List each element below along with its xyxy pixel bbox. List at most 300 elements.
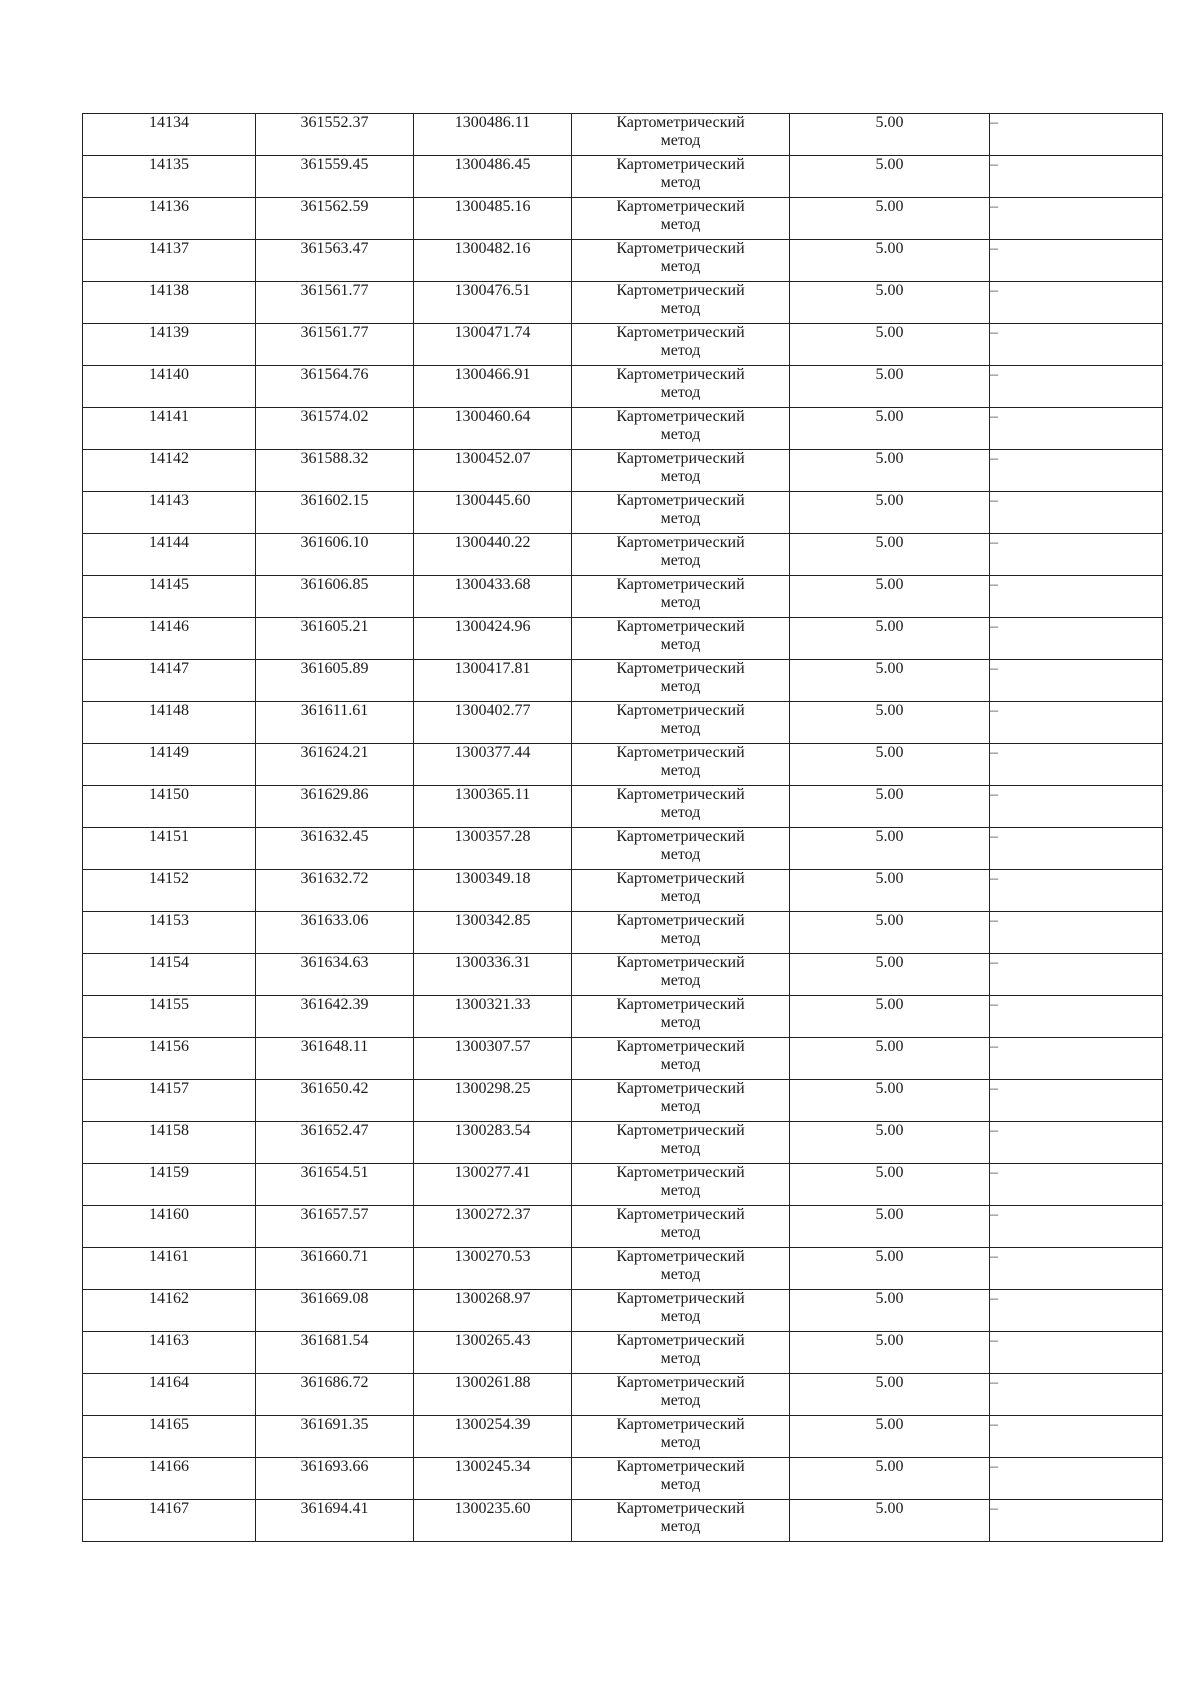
method-line-2: метод: [660, 1350, 701, 1367]
x-coordinate-cell: 361605.21: [256, 618, 414, 660]
method-cell: [572, 114, 790, 156]
point-number-cell: 14153: [83, 912, 256, 954]
table-row: [83, 156, 1163, 198]
method-cell: [572, 618, 790, 660]
x-coordinate-cell: 361561.77: [256, 324, 414, 366]
x-coordinate-cell: 361605.89: [256, 660, 414, 702]
method-line-2: метод: [660, 1392, 701, 1409]
method-line-1: Картометрический: [616, 114, 745, 131]
point-number-cell: 14140: [83, 366, 256, 408]
method-cell: [572, 408, 790, 450]
method-line-1: Картометрический: [616, 786, 745, 803]
table-row: [83, 324, 1163, 366]
y-coordinate-cell: 1300365.11: [414, 786, 572, 828]
accuracy-cell: 5.00: [790, 1374, 990, 1416]
method-line-1: Картометрический: [616, 954, 745, 971]
accuracy-cell: 5.00: [790, 156, 990, 198]
accuracy-cell: 5.00: [790, 324, 990, 366]
table-row: [83, 1080, 1163, 1122]
method-cell: [572, 240, 790, 282]
note-cell: –: [990, 324, 1163, 366]
method-cell: [572, 828, 790, 870]
point-number-cell: 14165: [83, 1416, 256, 1458]
method-cell: [572, 660, 790, 702]
method-line-1: Картометрический: [616, 1122, 745, 1139]
table-row: [83, 366, 1163, 408]
method-cell: [572, 1038, 790, 1080]
method-line-2: метод: [660, 1476, 701, 1493]
method-line-2: метод: [660, 468, 701, 485]
accuracy-cell: 5.00: [790, 618, 990, 660]
accuracy-cell: 5.00: [790, 1290, 990, 1332]
method-cell: [572, 492, 790, 534]
accuracy-cell: 5.00: [790, 282, 990, 324]
note-cell: –: [990, 450, 1163, 492]
method-cell: [572, 534, 790, 576]
method-cell: [572, 1458, 790, 1500]
y-coordinate-cell: 1300342.85: [414, 912, 572, 954]
method-line-1: Картометрический: [616, 1038, 745, 1055]
point-number-cell: 14162: [83, 1290, 256, 1332]
point-number-cell: 14138: [83, 282, 256, 324]
x-coordinate-cell: 361629.86: [256, 786, 414, 828]
table-row: [83, 1458, 1163, 1500]
method-cell: [572, 954, 790, 996]
x-coordinate-cell: 361642.39: [256, 996, 414, 1038]
x-coordinate-cell: 361562.59: [256, 198, 414, 240]
note-cell: –: [990, 198, 1163, 240]
note-cell: –: [990, 828, 1163, 870]
accuracy-cell: 5.00: [790, 870, 990, 912]
x-coordinate-cell: 361624.21: [256, 744, 414, 786]
note-cell: –: [990, 996, 1163, 1038]
x-coordinate-cell: 361602.15: [256, 492, 414, 534]
note-cell: –: [990, 576, 1163, 618]
y-coordinate-cell: 1300377.44: [414, 744, 572, 786]
method-cell: [572, 1164, 790, 1206]
method-line-2: метод: [660, 132, 701, 149]
note-cell: –: [990, 1458, 1163, 1500]
y-coordinate-cell: 1300452.07: [414, 450, 572, 492]
note-cell: –: [990, 1248, 1163, 1290]
y-coordinate-cell: 1300349.18: [414, 870, 572, 912]
note-cell: –: [990, 156, 1163, 198]
method-line-1: Картометрический: [616, 1290, 745, 1307]
table-row: [83, 618, 1163, 660]
method-line-2: метод: [660, 762, 701, 779]
x-coordinate-cell: 361564.76: [256, 366, 414, 408]
note-cell: –: [990, 1080, 1163, 1122]
table-row: [83, 534, 1163, 576]
y-coordinate-cell: 1300277.41: [414, 1164, 572, 1206]
accuracy-cell: 5.00: [790, 828, 990, 870]
accuracy-cell: 5.00: [790, 744, 990, 786]
method-line-1: Картометрический: [616, 366, 745, 383]
method-cell: [572, 1080, 790, 1122]
table-row: [83, 828, 1163, 870]
x-coordinate-cell: 361652.47: [256, 1122, 414, 1164]
point-number-cell: 14160: [83, 1206, 256, 1248]
note-cell: –: [990, 240, 1163, 282]
method-line-2: метод: [660, 1014, 701, 1031]
y-coordinate-cell: 1300460.64: [414, 408, 572, 450]
note-cell: –: [990, 366, 1163, 408]
note-cell: –: [990, 702, 1163, 744]
table-row: [83, 1416, 1163, 1458]
method-line-1: Картометрический: [616, 408, 745, 425]
method-cell: [572, 912, 790, 954]
method-line-2: метод: [660, 216, 701, 233]
x-coordinate-cell: 361691.35: [256, 1416, 414, 1458]
accuracy-cell: 5.00: [790, 1122, 990, 1164]
point-number-cell: 14154: [83, 954, 256, 996]
y-coordinate-cell: 1300485.16: [414, 198, 572, 240]
y-coordinate-cell: 1300270.53: [414, 1248, 572, 1290]
y-coordinate-cell: 1300321.33: [414, 996, 572, 1038]
method-line-2: метод: [660, 1266, 701, 1283]
table-row: [83, 114, 1163, 156]
table-row: [83, 1500, 1163, 1542]
method-line-1: Картометрический: [616, 1500, 745, 1517]
table-row: [83, 870, 1163, 912]
method-line-2: метод: [660, 342, 701, 359]
point-number-cell: 14150: [83, 786, 256, 828]
method-line-1: Картометрический: [616, 870, 745, 887]
x-coordinate-cell: 361693.66: [256, 1458, 414, 1500]
x-coordinate-cell: 361563.47: [256, 240, 414, 282]
note-cell: –: [990, 870, 1163, 912]
accuracy-cell: 5.00: [790, 1416, 990, 1458]
x-coordinate-cell: 361559.45: [256, 156, 414, 198]
method-line-1: Картометрический: [616, 828, 745, 845]
method-line-2: метод: [660, 1224, 701, 1241]
point-number-cell: 14167: [83, 1500, 256, 1542]
y-coordinate-cell: 1300268.97: [414, 1290, 572, 1332]
accuracy-cell: 5.00: [790, 534, 990, 576]
table-row: [83, 1038, 1163, 1080]
method-line-2: метод: [660, 510, 701, 527]
y-coordinate-cell: 1300245.34: [414, 1458, 572, 1500]
y-coordinate-cell: 1300336.31: [414, 954, 572, 996]
point-number-cell: 14142: [83, 450, 256, 492]
y-coordinate-cell: 1300433.68: [414, 576, 572, 618]
method-line-2: метод: [660, 846, 701, 863]
note-cell: –: [990, 492, 1163, 534]
method-line-1: Картометрический: [616, 576, 745, 593]
table-row: [83, 1290, 1163, 1332]
method-line-2: метод: [660, 1182, 701, 1199]
y-coordinate-cell: 1300476.51: [414, 282, 572, 324]
accuracy-cell: 5.00: [790, 996, 990, 1038]
method-line-2: метод: [660, 1434, 701, 1451]
accuracy-cell: 5.00: [790, 1080, 990, 1122]
y-coordinate-cell: 1300307.57: [414, 1038, 572, 1080]
x-coordinate-cell: 361574.02: [256, 408, 414, 450]
method-line-1: Картометрический: [616, 1458, 745, 1475]
y-coordinate-cell: 1300283.54: [414, 1122, 572, 1164]
point-number-cell: 14137: [83, 240, 256, 282]
method-line-2: метод: [660, 426, 701, 443]
table-row: [83, 282, 1163, 324]
table-row: [83, 240, 1163, 282]
table-row: [83, 1332, 1163, 1374]
x-coordinate-cell: 361552.37: [256, 114, 414, 156]
y-coordinate-cell: 1300357.28: [414, 828, 572, 870]
point-number-cell: 14143: [83, 492, 256, 534]
y-coordinate-cell: 1300471.74: [414, 324, 572, 366]
table-row: [83, 1122, 1163, 1164]
table-row: [83, 1206, 1163, 1248]
accuracy-cell: 5.00: [790, 1332, 990, 1374]
method-line-1: Картометрический: [616, 1416, 745, 1433]
method-line-1: Картометрический: [616, 1206, 745, 1223]
x-coordinate-cell: 361606.85: [256, 576, 414, 618]
point-number-cell: 14166: [83, 1458, 256, 1500]
point-number-cell: 14139: [83, 324, 256, 366]
note-cell: –: [990, 1038, 1163, 1080]
table-row: [83, 996, 1163, 1038]
accuracy-cell: 5.00: [790, 1500, 990, 1542]
method-line-1: Картометрический: [616, 324, 745, 341]
accuracy-cell: 5.00: [790, 786, 990, 828]
method-line-2: метод: [660, 930, 701, 947]
point-number-cell: 14135: [83, 156, 256, 198]
method-cell: [572, 576, 790, 618]
coordinates-table: [82, 113, 1163, 1542]
x-coordinate-cell: 361681.54: [256, 1332, 414, 1374]
method-line-1: Картометрический: [616, 156, 745, 173]
accuracy-cell: 5.00: [790, 1164, 990, 1206]
y-coordinate-cell: 1300298.25: [414, 1080, 572, 1122]
method-cell: [572, 1374, 790, 1416]
method-line-1: Картометрический: [616, 1164, 745, 1181]
method-line-1: Картометрический: [616, 282, 745, 299]
table-row: [83, 744, 1163, 786]
note-cell: –: [990, 534, 1163, 576]
table-row: [83, 198, 1163, 240]
accuracy-cell: 5.00: [790, 576, 990, 618]
y-coordinate-cell: 1300486.11: [414, 114, 572, 156]
method-line-1: Картометрический: [616, 1248, 745, 1265]
method-line-1: Картометрический: [616, 912, 745, 929]
accuracy-cell: 5.00: [790, 1248, 990, 1290]
method-line-1: Картометрический: [616, 492, 745, 509]
method-line-1: Картометрический: [616, 450, 745, 467]
method-line-2: метод: [660, 594, 701, 611]
method-line-2: метод: [660, 1056, 701, 1073]
point-number-cell: 14152: [83, 870, 256, 912]
x-coordinate-cell: 361632.45: [256, 828, 414, 870]
method-cell: [572, 1122, 790, 1164]
y-coordinate-cell: 1300261.88: [414, 1374, 572, 1416]
table-row: [83, 912, 1163, 954]
accuracy-cell: 5.00: [790, 408, 990, 450]
method-line-2: метод: [660, 1140, 701, 1157]
y-coordinate-cell: 1300466.91: [414, 366, 572, 408]
method-cell: [572, 1290, 790, 1332]
method-line-2: метод: [660, 720, 701, 737]
point-number-cell: 14161: [83, 1248, 256, 1290]
accuracy-cell: 5.00: [790, 912, 990, 954]
point-number-cell: 14163: [83, 1332, 256, 1374]
y-coordinate-cell: 1300402.77: [414, 702, 572, 744]
accuracy-cell: 5.00: [790, 1038, 990, 1080]
method-cell: [572, 282, 790, 324]
point-number-cell: 14158: [83, 1122, 256, 1164]
y-coordinate-cell: 1300272.37: [414, 1206, 572, 1248]
table-row: [83, 1164, 1163, 1206]
method-line-1: Картометрический: [616, 534, 745, 551]
y-coordinate-cell: 1300440.22: [414, 534, 572, 576]
point-number-cell: 14141: [83, 408, 256, 450]
x-coordinate-cell: 361660.71: [256, 1248, 414, 1290]
x-coordinate-cell: 361657.57: [256, 1206, 414, 1248]
method-line-2: метод: [660, 552, 701, 569]
point-number-cell: 14136: [83, 198, 256, 240]
method-cell: [572, 1332, 790, 1374]
x-coordinate-cell: 361632.72: [256, 870, 414, 912]
point-number-cell: 14148: [83, 702, 256, 744]
method-line-1: Картометрический: [616, 660, 745, 677]
method-cell: [572, 1416, 790, 1458]
note-cell: –: [990, 954, 1163, 996]
note-cell: –: [990, 282, 1163, 324]
y-coordinate-cell: 1300235.60: [414, 1500, 572, 1542]
y-coordinate-cell: 1300482.16: [414, 240, 572, 282]
table-row: [83, 408, 1163, 450]
point-number-cell: 14155: [83, 996, 256, 1038]
point-number-cell: 14157: [83, 1080, 256, 1122]
table-row: [83, 1248, 1163, 1290]
method-line-1: Картометрический: [616, 240, 745, 257]
method-line-2: метод: [660, 1098, 701, 1115]
note-cell: –: [990, 1332, 1163, 1374]
method-cell: [572, 324, 790, 366]
point-number-cell: 14164: [83, 1374, 256, 1416]
x-coordinate-cell: 361588.32: [256, 450, 414, 492]
note-cell: –: [990, 408, 1163, 450]
x-coordinate-cell: 361561.77: [256, 282, 414, 324]
method-cell: [572, 702, 790, 744]
point-number-cell: 14147: [83, 660, 256, 702]
method-cell: [572, 870, 790, 912]
x-coordinate-cell: 361611.61: [256, 702, 414, 744]
note-cell: –: [990, 1206, 1163, 1248]
point-number-cell: 14149: [83, 744, 256, 786]
table-row: [83, 576, 1163, 618]
method-cell: [572, 996, 790, 1038]
point-number-cell: 14159: [83, 1164, 256, 1206]
table-row: [83, 492, 1163, 534]
method-cell: [572, 198, 790, 240]
method-line-2: метод: [660, 384, 701, 401]
note-cell: –: [990, 1164, 1163, 1206]
method-cell: [572, 156, 790, 198]
method-line-2: метод: [660, 174, 701, 191]
point-number-cell: 14156: [83, 1038, 256, 1080]
method-cell: [572, 1500, 790, 1542]
method-line-2: метод: [660, 888, 701, 905]
method-line-1: Картометрический: [616, 702, 745, 719]
note-cell: –: [990, 1500, 1163, 1542]
note-cell: –: [990, 912, 1163, 954]
accuracy-cell: 5.00: [790, 450, 990, 492]
y-coordinate-cell: 1300486.45: [414, 156, 572, 198]
y-coordinate-cell: 1300265.43: [414, 1332, 572, 1374]
method-line-2: метод: [660, 1308, 701, 1325]
point-number-cell: 14134: [83, 114, 256, 156]
note-cell: –: [990, 1374, 1163, 1416]
accuracy-cell: 5.00: [790, 954, 990, 996]
table-row: [83, 450, 1163, 492]
x-coordinate-cell: 361633.06: [256, 912, 414, 954]
accuracy-cell: 5.00: [790, 702, 990, 744]
point-number-cell: 14146: [83, 618, 256, 660]
method-cell: [572, 744, 790, 786]
x-coordinate-cell: 361634.63: [256, 954, 414, 996]
x-coordinate-cell: 361648.11: [256, 1038, 414, 1080]
accuracy-cell: 5.00: [790, 114, 990, 156]
table-row: [83, 660, 1163, 702]
accuracy-cell: 5.00: [790, 1458, 990, 1500]
table-row: [83, 1374, 1163, 1416]
method-line-2: метод: [660, 1518, 701, 1535]
accuracy-cell: 5.00: [790, 1206, 990, 1248]
method-line-2: метод: [660, 972, 701, 989]
point-number-cell: 14144: [83, 534, 256, 576]
method-line-1: Картометрический: [616, 1080, 745, 1097]
y-coordinate-cell: 1300417.81: [414, 660, 572, 702]
method-line-1: Картометрический: [616, 996, 745, 1013]
y-coordinate-cell: 1300445.60: [414, 492, 572, 534]
accuracy-cell: 5.00: [790, 240, 990, 282]
note-cell: –: [990, 660, 1163, 702]
x-coordinate-cell: 361654.51: [256, 1164, 414, 1206]
method-cell: [572, 786, 790, 828]
accuracy-cell: 5.00: [790, 660, 990, 702]
accuracy-cell: 5.00: [790, 198, 990, 240]
method-cell: [572, 366, 790, 408]
accuracy-cell: 5.00: [790, 366, 990, 408]
method-line-2: метод: [660, 804, 701, 821]
note-cell: –: [990, 1122, 1163, 1164]
x-coordinate-cell: 361669.08: [256, 1290, 414, 1332]
method-line-1: Картометрический: [616, 618, 745, 635]
y-coordinate-cell: 1300424.96: [414, 618, 572, 660]
method-line-1: Картометрический: [616, 1332, 745, 1349]
accuracy-cell: 5.00: [790, 492, 990, 534]
note-cell: –: [990, 1416, 1163, 1458]
note-cell: –: [990, 114, 1163, 156]
table-row: [83, 702, 1163, 744]
method-line-2: метод: [660, 636, 701, 653]
note-cell: –: [990, 1290, 1163, 1332]
method-line-2: метод: [660, 258, 701, 275]
note-cell: –: [990, 618, 1163, 660]
x-coordinate-cell: 361650.42: [256, 1080, 414, 1122]
method-line-1: Картометрический: [616, 198, 745, 215]
x-coordinate-cell: 361606.10: [256, 534, 414, 576]
table-row: [83, 786, 1163, 828]
note-cell: –: [990, 744, 1163, 786]
y-coordinate-cell: 1300254.39: [414, 1416, 572, 1458]
method-line-1: Картометрический: [616, 744, 745, 761]
method-cell: [572, 1248, 790, 1290]
note-cell: –: [990, 786, 1163, 828]
point-number-cell: 14151: [83, 828, 256, 870]
table-row: [83, 954, 1163, 996]
method-line-2: метод: [660, 300, 701, 317]
